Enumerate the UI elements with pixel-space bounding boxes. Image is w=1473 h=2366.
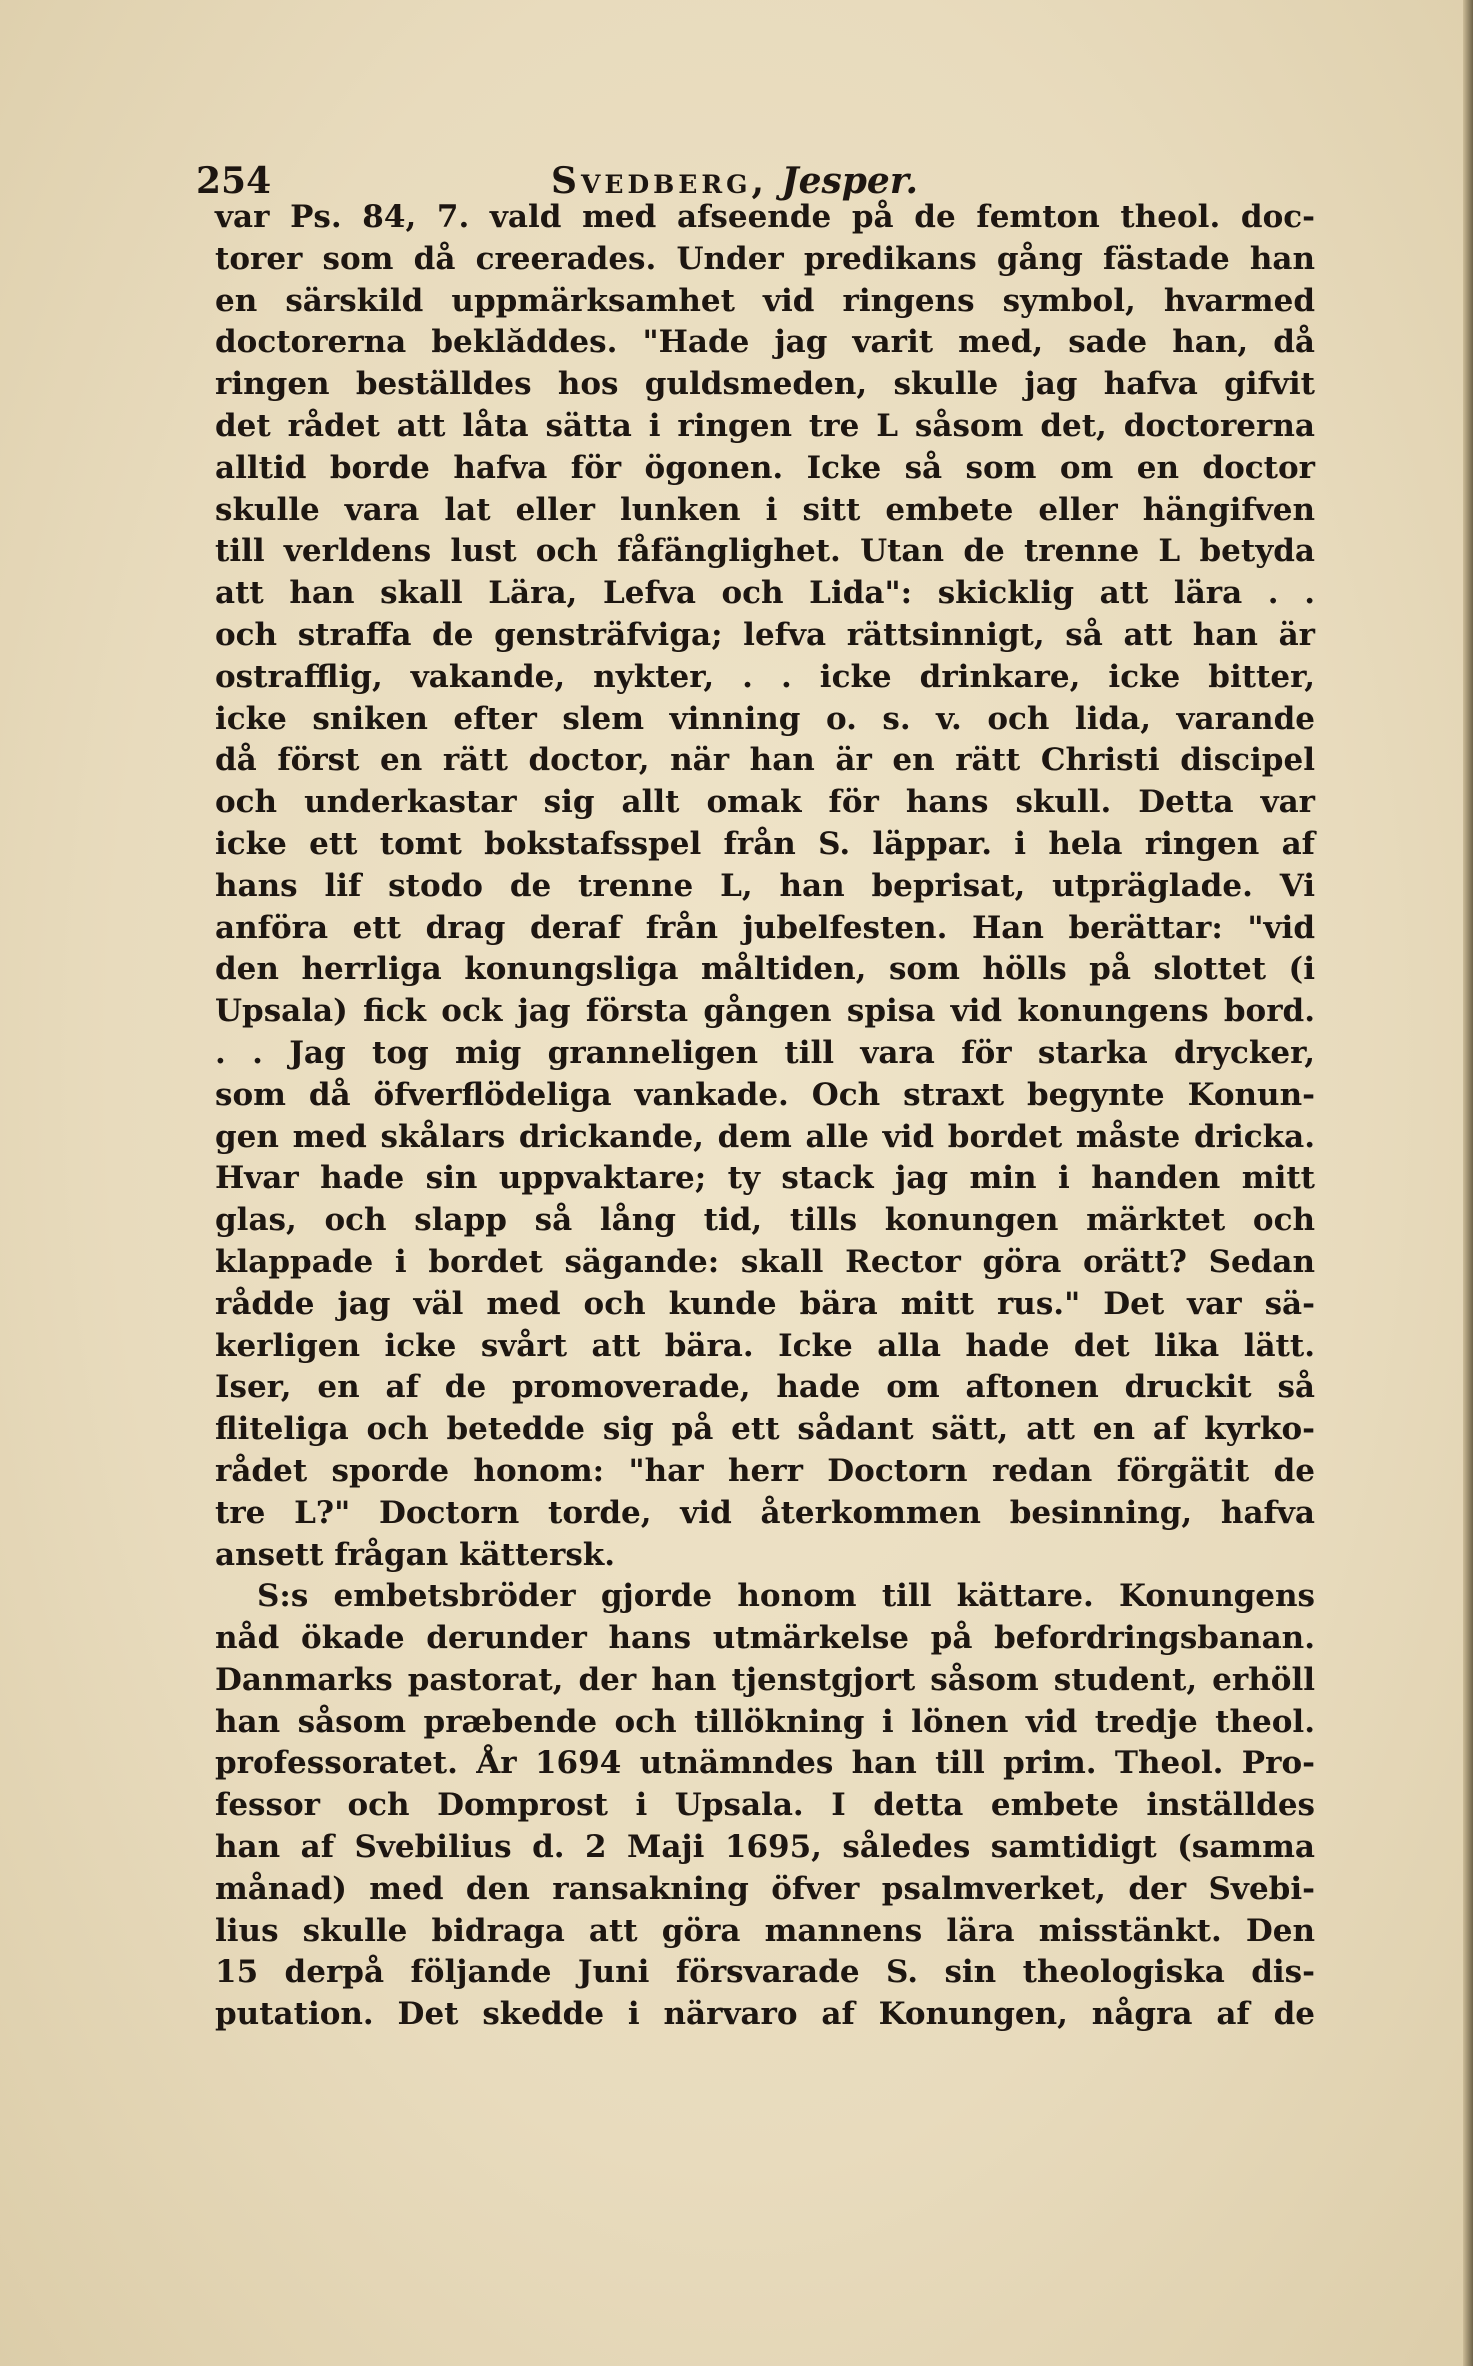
text-line: den herrliga konungsliga måltiden, som hölls på slottet (i — [215, 951, 1315, 988]
text-line: och underkastar sig allt omak för hans skull. Detta var — [215, 784, 1315, 821]
running-head — [551, 160, 918, 202]
text-line: månad) med den ransakning öfver psalmverket, der Svebi- — [215, 1870, 1315, 1907]
text-line: skulle vara lat eller lunken i sitt embete eller hängifven — [215, 491, 1315, 528]
text-line: rådet sporde honom: "har herr Doctorn redan förgätit de — [215, 1452, 1315, 1489]
text-line: torer som då creerades. Under predikans gång fästade han — [215, 240, 1315, 277]
text-line: professoratet. År 1694 utnämndes han till prim. Theol. Pro- — [215, 1745, 1315, 1782]
text-line: icke ett tomt bokstafsspel från S. läppar. i hela ringen af — [215, 825, 1315, 862]
text-line: Hvar hade sin uppvaktare; ty stack jag min i handen mitt — [215, 1160, 1315, 1197]
text-line: alltid borde hafva för ögonen. Icke så som om en doctor — [215, 449, 1315, 486]
text-line: Upsala) fick ock jag första gången spisa vid konungens bord. — [215, 993, 1315, 1030]
text-line: nåd ökade derunder hans utmärkelse på befordringsbanan. — [215, 1620, 1315, 1657]
text-line: lius skulle bidraga att göra mannens lära misstänkt. Den — [215, 1912, 1315, 1949]
running-head-given: Jesper. — [781, 160, 919, 202]
text-line: gen med skålars drickande, dem alle vid bordet måste dricka. — [215, 1118, 1315, 1155]
text-line: tre L?" Doctorn torde, vid återkommen besinning, hafva — [215, 1494, 1315, 1531]
text-line: Danmarks pastorat, der han tjenstgjort såsom student, erhöll — [215, 1661, 1315, 1698]
body-text — [215, 197, 1315, 2036]
text-line: då först en rätt doctor, när han är en rätt Christi discipel — [215, 742, 1315, 779]
text-line: icke sniken efter slem vinning o. s. v. och lida, varande — [215, 700, 1315, 737]
text-line: putation. Det skedde i närvaro af Konungen, några af de — [215, 1996, 1315, 2033]
text-line: han såsom præbende och tillökning i lönen vid tredje theol. — [215, 1703, 1315, 1740]
text-line: en särskild uppmärksamhet vid ringens symbol, hvarmed — [215, 282, 1315, 319]
text-line: att han skall Lära, Lefva och Lida": skicklig att lära . . — [215, 575, 1315, 612]
running-head-name: Svedberg, — [551, 160, 768, 202]
text-line: hans lif stodo de trenne L, han beprisat, utpräglade. Vi — [215, 867, 1315, 904]
text-line: . . Jag tog mig granneligen till vara för starka drycker, — [215, 1034, 1315, 1071]
text-line: 15 derpå följande Juni försvarade S. sin theologiska dis- — [215, 1954, 1315, 1991]
text-line: det rådet att låta sätta i ringen tre L såsom det, doctorerna — [215, 407, 1315, 444]
page-edge-shadow — [1463, 0, 1473, 2366]
text-line-paragraph-start: S:s embetsbröder gjorde honom till kättare. Konungens — [257, 1578, 1315, 1615]
page-number: 254 — [196, 160, 272, 202]
text-line: kerligen icke svårt att bära. Icke alla hade det lika lätt. — [215, 1327, 1315, 1364]
text-line: ostrafflig, vakande, nykter, . . icke drinkare, icke bitter, — [215, 658, 1315, 695]
text-line: och straffa de gensträfviga; lefva rättsinnigt, så att han är — [215, 616, 1315, 653]
text-line: anföra ett drag deraf från jubelfesten. Han berättar: "vid — [215, 909, 1315, 946]
text-line: var Ps. 84, 7. vald med afseende på de femton theol. doc- — [215, 199, 1315, 235]
text-line: rådde jag väl med och kunde bära mitt rus." Det var sä- — [215, 1285, 1315, 1322]
text-line: fessor och Domprost i Upsala. I detta embete inställdes — [215, 1787, 1315, 1824]
text-line: doctorerna beklăddes. "Hade jag varit med, sade han, då — [215, 324, 1315, 361]
text-line-paragraph-end: ansett frågan kättersk. — [215, 1536, 616, 1573]
text-line: som då öfverflödeliga vankade. Och straxt begynte Konun- — [215, 1076, 1315, 1113]
text-line: fliteliga och betedde sig på ett sådant sätt, att en af kyrko- — [215, 1411, 1315, 1448]
text-line: glas, och slapp så lång tid, tills konungen märktet och — [215, 1202, 1315, 1239]
text-line: till verldens lust och fåfänglighet. Utan de trenne L betyda — [215, 533, 1315, 570]
text-line: klappade i bordet sägande: skall Rector göra orätt? Sedan — [215, 1243, 1315, 1280]
text-line: ringen beställdes hos guldsmeden, skulle jag hafva gifvit — [215, 366, 1315, 403]
text-line: Iser, en af de promoverade, hade om aftonen druckit så — [215, 1369, 1315, 1406]
text-line: han af Svebilius d. 2 Maji 1695, således samtidigt (samma — [215, 1829, 1315, 1866]
